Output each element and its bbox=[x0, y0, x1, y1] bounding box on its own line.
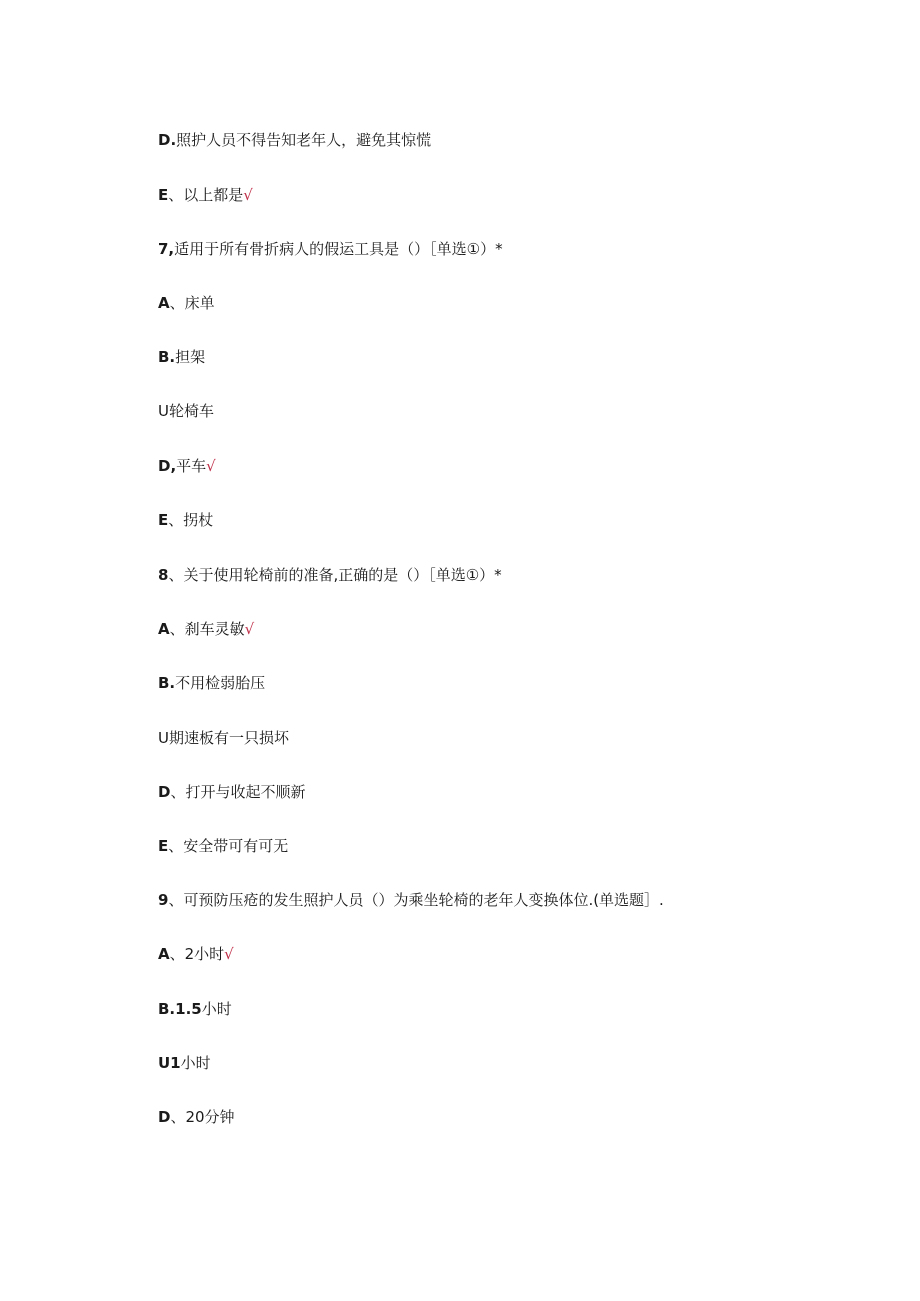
option-line bbox=[158, 728, 289, 748]
option-line bbox=[158, 401, 214, 421]
check-mark-icon: √ bbox=[244, 620, 255, 638]
option-text: U轮椅车 bbox=[158, 402, 214, 420]
question-line bbox=[158, 565, 502, 585]
option-line bbox=[158, 673, 265, 693]
option-text: 、打开与收起不顺新 bbox=[170, 783, 306, 801]
option-text: 小时 bbox=[180, 1054, 211, 1072]
option-line bbox=[158, 782, 305, 802]
check-mark-icon: √ bbox=[243, 186, 253, 204]
option-prefix: D bbox=[158, 1108, 171, 1126]
question-line bbox=[158, 890, 664, 910]
option-line bbox=[158, 293, 215, 313]
option-line bbox=[158, 185, 253, 205]
option-text: 小时 bbox=[201, 1000, 232, 1018]
option-text: 、刹车灵敏 bbox=[169, 620, 245, 638]
check-mark-icon: √ bbox=[224, 945, 234, 963]
option-prefix: E bbox=[158, 837, 169, 855]
option-prefix: B. bbox=[158, 674, 176, 692]
option-prefix: E bbox=[158, 186, 169, 204]
option-prefix: A bbox=[158, 945, 170, 963]
option-line bbox=[158, 456, 216, 476]
option-prefix: U1 bbox=[158, 1054, 181, 1072]
question-number: 9 bbox=[158, 891, 169, 909]
option-prefix: B. bbox=[158, 348, 176, 366]
option-text: 不用检弱胎压 bbox=[175, 674, 266, 692]
option-line bbox=[158, 944, 234, 964]
option-text: 、床单 bbox=[169, 294, 215, 312]
option-text: 照护人员不得告知老年人，避免其惊慌 bbox=[176, 131, 432, 149]
option-text: 、20分钟 bbox=[170, 1108, 235, 1126]
option-prefix: A bbox=[158, 294, 170, 312]
option-line bbox=[158, 836, 288, 856]
question-line bbox=[158, 239, 503, 259]
option-line bbox=[158, 130, 431, 150]
question-number: 8 bbox=[158, 566, 169, 584]
option-text: U期速板有一只损坏 bbox=[158, 729, 289, 747]
option-text: 、2小时 bbox=[169, 945, 225, 963]
check-mark-icon: √ bbox=[206, 457, 216, 475]
question-text: 、关于使用轮椅前的准备,正确的是（）［单选①）* bbox=[168, 566, 502, 584]
option-line bbox=[158, 1053, 211, 1073]
option-prefix: E bbox=[158, 511, 169, 529]
option-line bbox=[158, 999, 232, 1019]
question-number: 7, bbox=[158, 240, 175, 258]
option-prefix: D, bbox=[158, 457, 177, 475]
option-line bbox=[158, 347, 205, 367]
option-text: 平车 bbox=[176, 457, 207, 475]
option-text: 担架 bbox=[175, 348, 206, 366]
option-line bbox=[158, 510, 213, 530]
option-prefix: A bbox=[158, 620, 170, 638]
option-text: 、拐杖 bbox=[168, 511, 214, 529]
option-prefix: D bbox=[158, 783, 171, 801]
option-text: 、安全带可有可无 bbox=[168, 837, 289, 855]
question-text: 适用于所有骨折病人的假运工具是（）［单选①）* bbox=[174, 240, 503, 258]
option-line bbox=[158, 1107, 235, 1127]
option-line bbox=[158, 619, 254, 639]
option-text: 、以上都是 bbox=[168, 186, 244, 204]
option-prefix: D. bbox=[158, 131, 177, 149]
question-text: 、可预防压疮的发生照护人员（）为乘坐轮椅的老年人变换体位.(单选题］. bbox=[168, 891, 664, 909]
option-prefix: B.1.5 bbox=[158, 1000, 202, 1018]
